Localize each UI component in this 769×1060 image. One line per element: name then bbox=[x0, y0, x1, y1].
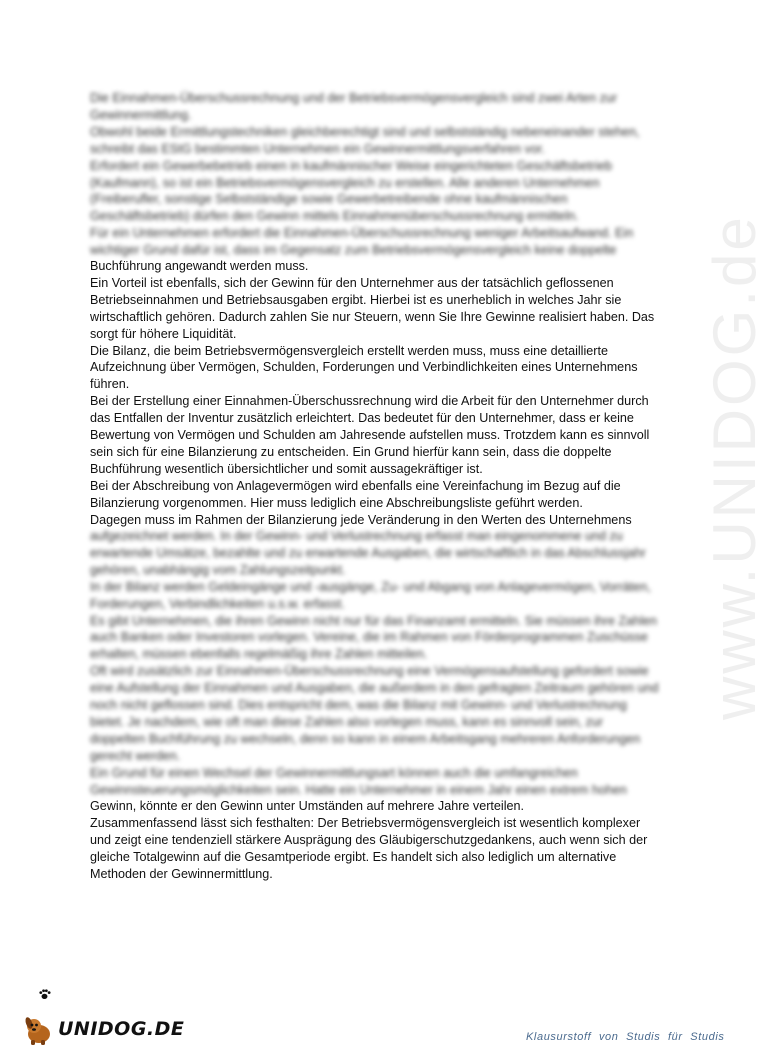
paragraph: Oft wird zusätzlich zur Einnahmen-Überschussrechnung eine Vermögensaufstellung gefordert sowie eine Aufstellung der Einnahmen und Ausgaben, die außerdem in den gefragten Zeitraum gehören und noch nicht geflossen sind. Dies entspricht dem, was die Bilanz mit Gewinn- und Verlustrechnung bietet. Je nachdem, wie oft man diese Zahlen also vorlegen muss, kann es sinnvoll sein, zur doppelten Buchführung zu wechseln, denn so kann in einem Arbeitsgang mehreren Anforderungen gerecht werden. bbox=[90, 664, 659, 763]
paragraph: Dagegen muss im Rahmen der Bilanzierung jede Veränderung in den Werten des Unternehmens bbox=[90, 512, 632, 527]
visible-section-a bbox=[90, 258, 660, 529]
tagline-word: von bbox=[598, 1031, 619, 1043]
tagline-word: Studis bbox=[690, 1031, 725, 1043]
paragraph: Ein Grund für einen Wechsel der Gewinnermittlungsart können auch die umfangreichen Gewinnsteuerungsmöglichkeiten sein. Hatte ein Unternehmer in einem Jahr einen extrem hohen bbox=[90, 765, 627, 797]
paragraph: Die Einnahmen-Überschussrechnung und der Betriebsvermögensvergleich sind zwei Arten zur Gewinnermittlung. bbox=[90, 91, 618, 122]
paragraph: Zusammenfassend lässt sich festhalten: Der Betriebsvermögensvergleich ist wesentlich komplexer und zeigt eine tendenziell stärkere Ausprägung des Gläubigerschutzgedankens, auch wenn sich der gleiche Totalgewinn auf die Gesamtperiode ergibt. Es handelt sich also lediglich um alternative Methoden der Gewinnermittlung. bbox=[90, 815, 648, 881]
paragraph: Buchführung angewandt werden muss. bbox=[90, 259, 309, 273]
paragraph: Obwohl beide Ermittlungstechniken gleichberechtigt sind und selbstständig nebeneinander stehen, schreibt das EStG bestimmten Unternehmen ein Gewinnermittlungsverfahren vor. bbox=[90, 124, 640, 156]
logo-text: UNIDOG.DE bbox=[58, 1018, 185, 1040]
footer-tagline bbox=[526, 1031, 728, 1043]
paragraph: Für ein Unternehmen erfordert die Einnahmen-Überschussrechnung weniger Arbeitsaufwand. Ein wichtiger Grund dafür ist, dass im Gegensatz zum Betriebsvermögensvergleich keine doppelte bbox=[90, 226, 634, 258]
paw-icon bbox=[38, 988, 51, 1001]
paragraph: Gewinn, könnte er den Gewinn unter Umständen auf mehrere Jahre verteilen. bbox=[90, 799, 525, 813]
paragraph: Erfordert ein Gewerbebetrieb einen in kaufmännischer Weise eingerichteten Geschäftsbetrieb (Kaufmann), so ist ein Betriebsvermögensvergleich zu erstellen. Alle anderen Unternehmen (Freiberufler, sonstige Selbstständige sowie Gewerbetreibende ohne kaufmännischen Geschäftsbetrieb) dürfen den Gewinn mittels Einnahmenüberschussrechnung ermitteln. bbox=[90, 158, 612, 224]
paragraph: Die Bilanz, die beim Betriebsvermögensvergleich erstellt werden muss, muss eine detaillierte Aufzeichnung über Vermögen, Schulden, Forderungen und Verbindlichkeiten eines Unternehmens führen. bbox=[90, 343, 638, 392]
blurred-section-middle bbox=[90, 528, 660, 799]
visible-section-b bbox=[90, 798, 660, 883]
tagline-word: Klausurstoff bbox=[526, 1031, 592, 1043]
paragraph: Bei der Abschreibung von Anlagevermögen wird ebenfalls eine Vereinfachung im Bezug auf die Bilanzierung vorgenommen. Hier muss lediglich eine Abschreibungsliste geführt werden. bbox=[90, 478, 621, 510]
paragraph: In der Bilanz werden Geldeingänge und -ausgänge, Zu- und Abgang von Anlagevermögen, Vorräten, Forderungen, Verbindlichkeiten u.s.w. erfasst. bbox=[90, 579, 651, 611]
tagline-word: für bbox=[668, 1031, 683, 1043]
watermark: www.UNIDOG.de bbox=[701, 214, 768, 720]
dog-mascot-icon bbox=[22, 1012, 56, 1046]
paragraph: Es gibt Unternehmen, die ihren Gewinn nicht nur für das Finanzamt ermitteln. Sie müssen ihre Zahlen auch Banken oder Investoren vorlegen. Vereine, die im Rahmen von Förderprogrammen Zuschüsse erhalten, müssen ebenfalls regelmäßig ihre Zahlen mitteilen. bbox=[90, 613, 657, 662]
paragraph: Bei der Erstellung einer Einnahmen-Überschussrechnung wird die Arbeit für den Unternehmer durch das Entfallen der Inventur zusätzlich erleichtert. Das bedeutet für den Unternehmer, dass er keine Bewertung von Vermögen und Schulden am Jahresende aufstellen muss. Trotzdem kann es sinnvoll sein sich für eine Bilanzierung zu entscheiden. Ein Grund hierfür kann sein, dass die doppelte Buchführung wesentlich übersichtlicher und somit aussagekräftiger ist. bbox=[90, 394, 650, 476]
tagline-word: Studis bbox=[626, 1031, 661, 1043]
paragraph: Ein Vorteil ist ebenfalls, sich der Gewinn für den Unternehmer aus der tatsächlich geflossenen Betriebseinnahmen und Betriebsausgaben ergibt. Hierbei ist es unerheblich in welches Jahr sie wirtschaftlich gehören. Dadurch zahlen Sie nur Steuern, wenn Sie Ihre Gewinne realisiert haben. Das sorgt für höhere Liquidität. bbox=[90, 275, 655, 341]
paragraph: aufgezeichnet werden. In der Gewinn- und Verlustrechnung erfasst man eingenommene und zu erwartende Umsätze, bezahlte und zu erwartende Ausgaben, die wirtschaftlich in das Abschlussjahr gehören, unabhängig vom Zahlungszeitpunkt. bbox=[90, 529, 646, 577]
unidog-logo[interactable] bbox=[22, 1012, 184, 1046]
blurred-section-top bbox=[90, 90, 660, 259]
